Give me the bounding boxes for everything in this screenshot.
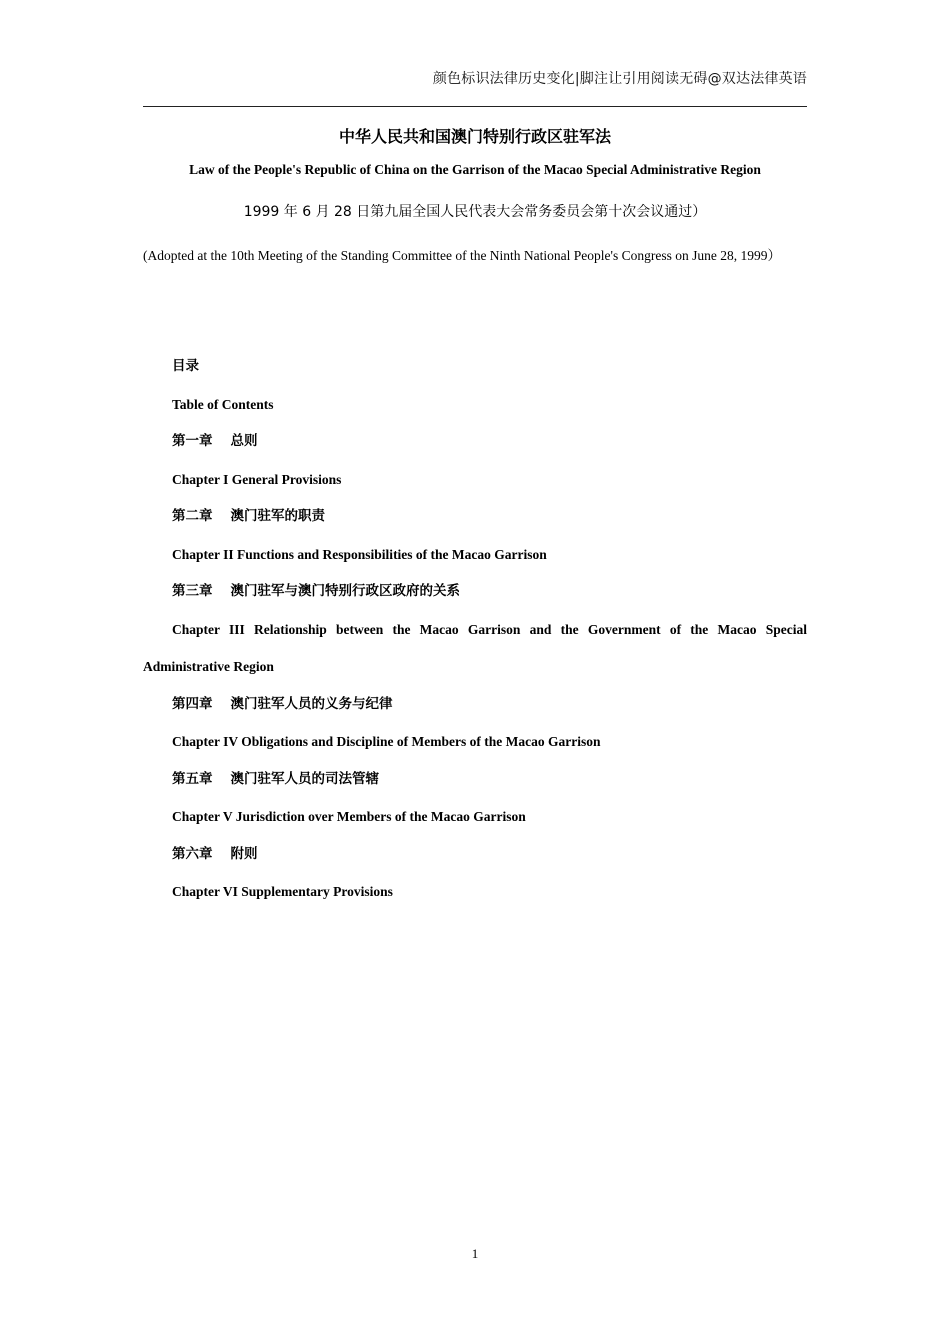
toc-chapter-4-chinese [143,686,807,724]
chapter-number: 第五章 [172,770,213,787]
title-english: Law of the People's Republic of China on the Garrison of the Macao Special Administrative Region [189,162,761,177]
chapter-title: 澳门驻军人员的司法管辖 [230,770,379,787]
toc-chapter-6-english: Chapter VI Supplementary Provisions [172,884,393,899]
toc-chapter-3-chinese [143,573,807,611]
toc-chapter-6-chinese [143,836,807,874]
chapter-title: 澳门驻军人员的义务与纪律 [230,695,393,712]
toc-heading-chinese: 目录 [172,358,199,374]
page-number: 1 [471,1246,479,1261]
chapter-number: 第三章 [172,583,213,599]
toc-chapter-3-english: Chapter III Relationship between the Macao Garrison and the Government of the Macao Special Administrative Region [143,621,807,674]
toc-chapter-1-english: Chapter I General Provisions [172,471,342,487]
adoption-note-chinese: 1999 年 6 月 28 日第九届全国人民代表大会常务委员会第十次会议通过） [243,204,707,220]
toc-heading-english: Table of Contents [172,396,274,412]
toc-chapter-2-chinese [143,498,807,536]
chapter-title: 总则 [230,433,258,449]
toc-chapter-5-english: Chapter V Jurisdiction over Members of the Macao Garrison [172,809,526,824]
chapter-title: 澳门驻军与澳门特别行政区政府的关系 [230,583,460,599]
header-divider [143,106,807,107]
toc-chapter-5-chinese [143,761,807,799]
chapter-number: 第六章 [172,845,213,862]
toc-chapter-2-english: Chapter II Functions and Responsibilities of the Macao Garrison [172,546,547,562]
adoption-note-english: (Adopted at the 10th Meeting of the Standing Committee of the Ninth National People's Congress on June 28, 1999） [143,248,781,263]
toc-chapter-4-english: Chapter IV Obligations and Discipline of Members of the Macao Garrison [172,734,601,749]
chapter-title: 附则 [230,845,258,862]
header-note: 颜色标识法律历史变化|脚注让引用阅读无碍@双达法律英语 [432,71,807,87]
chapter-number: 第二章 [172,508,213,524]
title-chinese: 中华人民共和国澳门特别行政区驻军法 [338,127,611,146]
toc-chapter-1-chinese [143,423,807,461]
chapter-number: 第一章 [172,433,213,449]
chapter-number: 第四章 [172,695,213,712]
table-of-contents [143,348,807,911]
chapter-title: 澳门驻军的职责 [230,508,325,524]
